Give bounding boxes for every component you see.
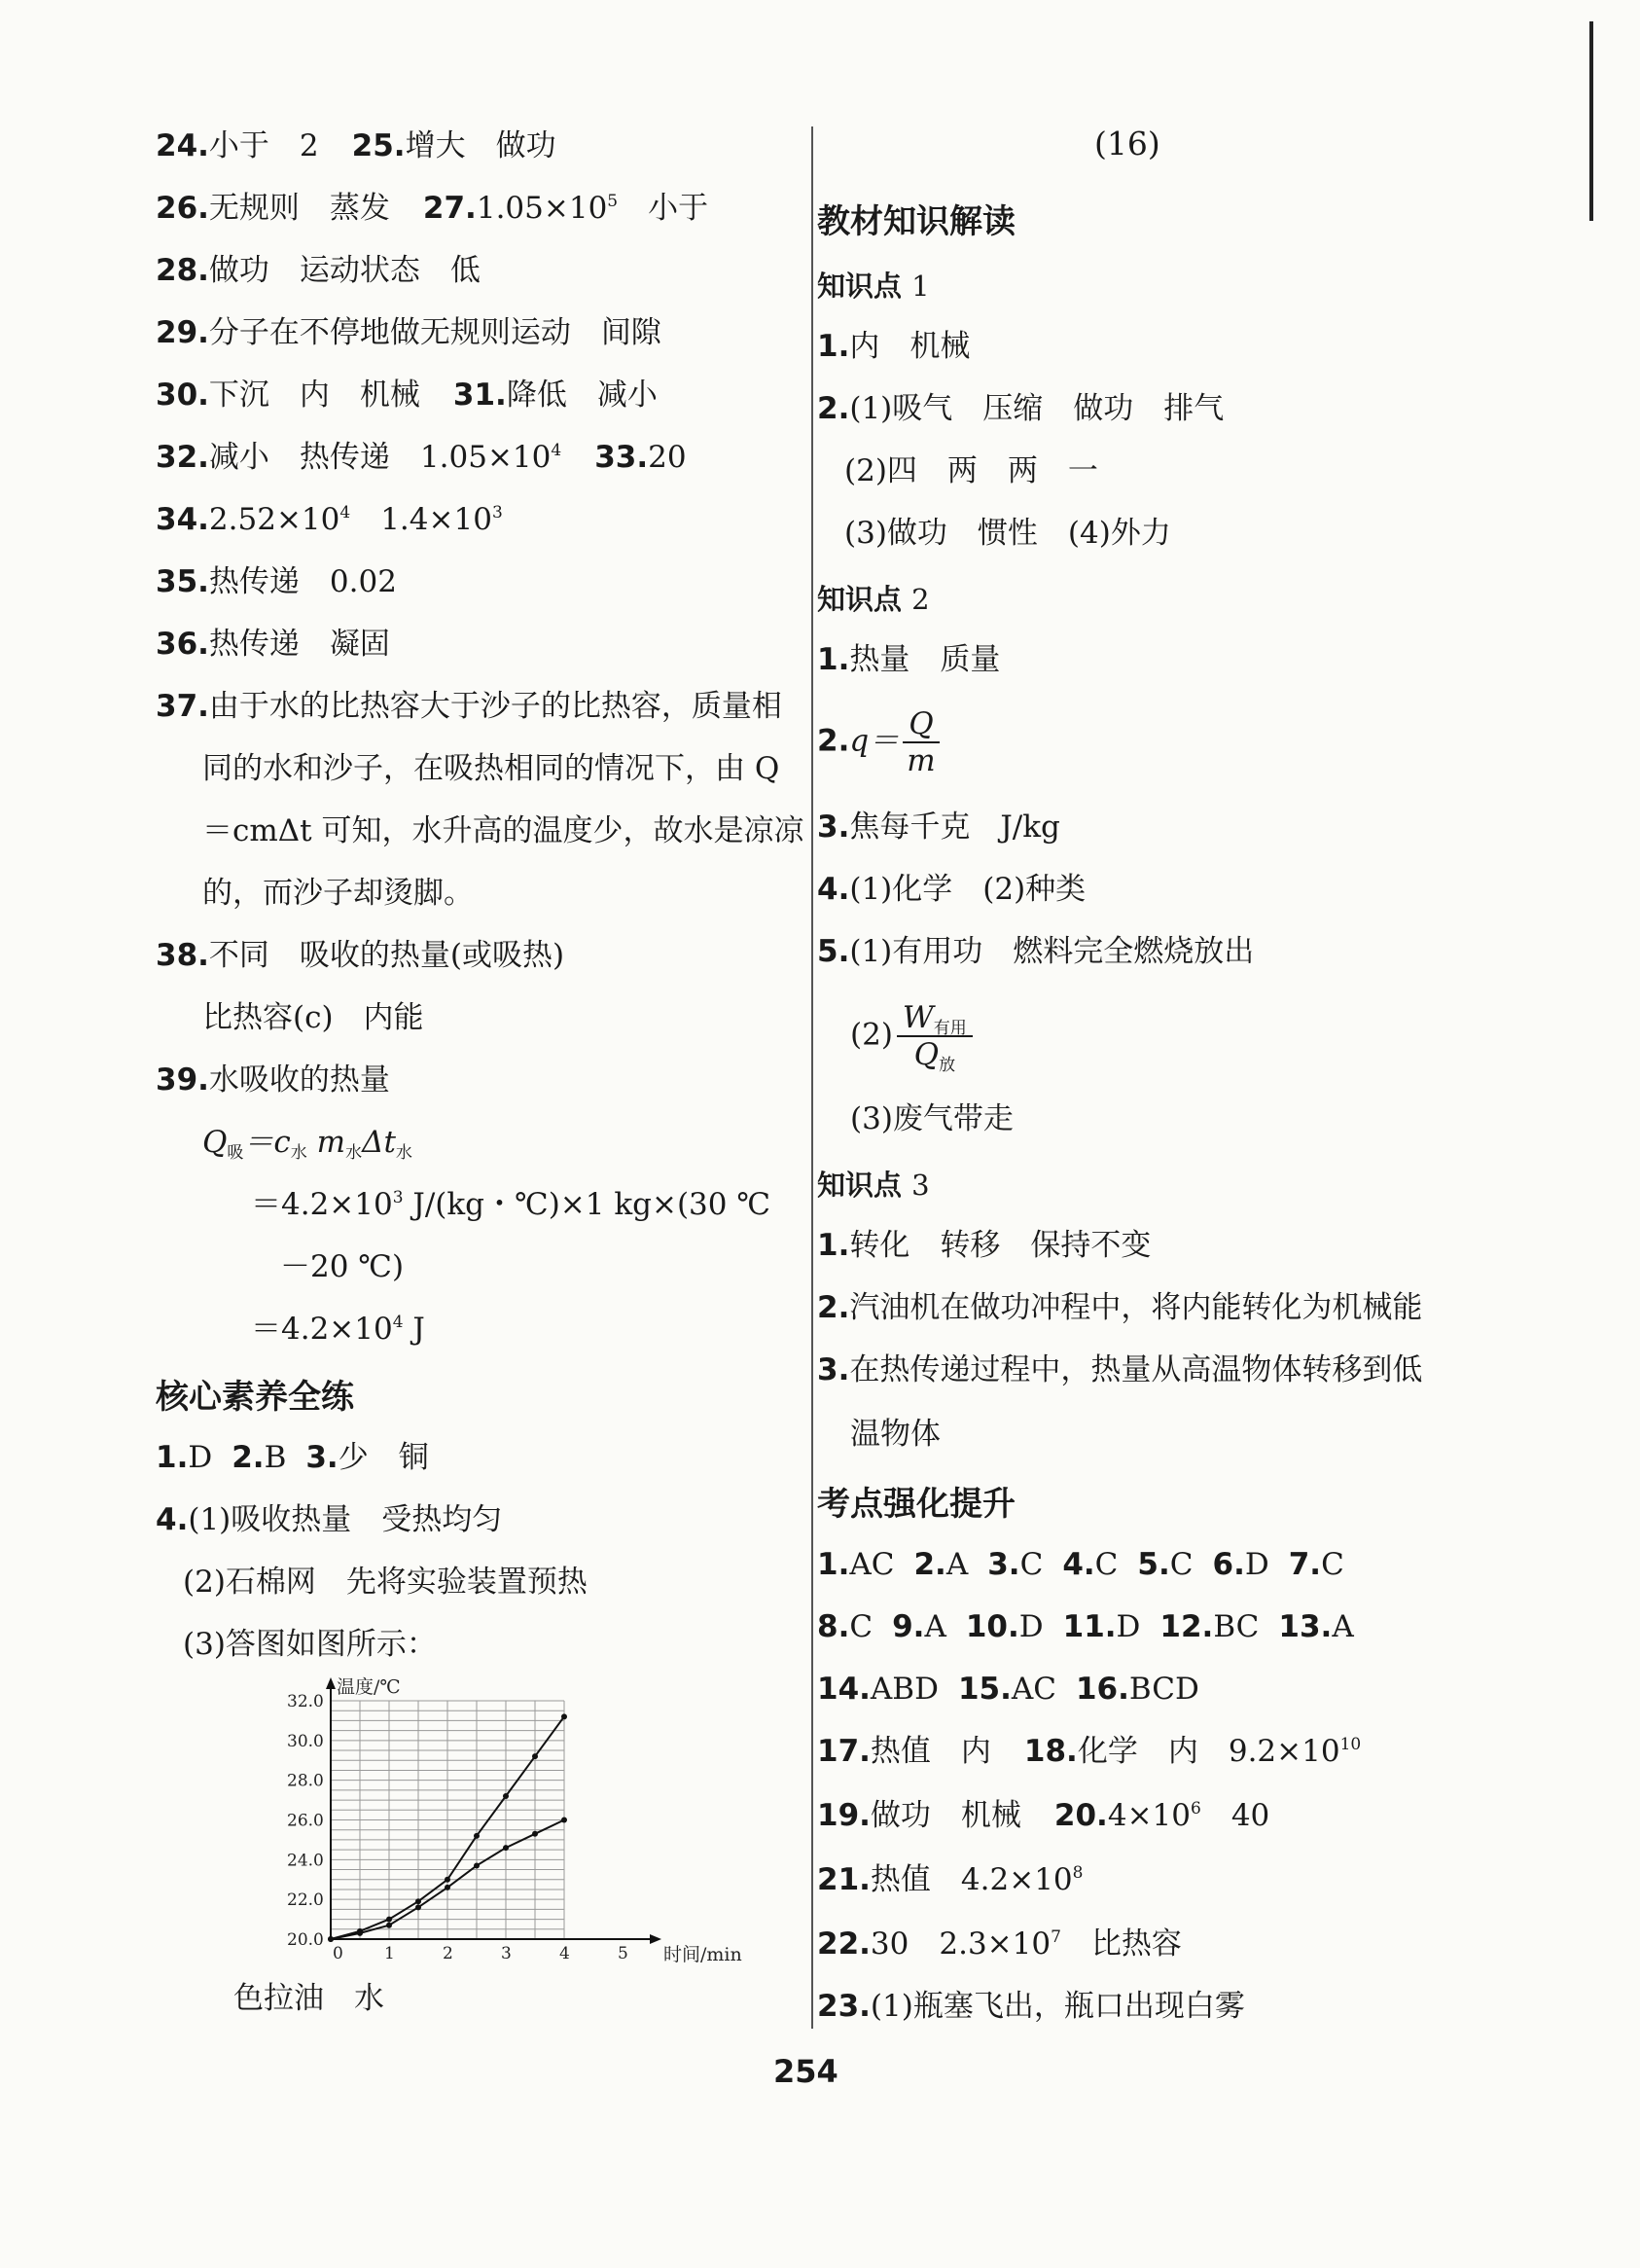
answer-line: 38.不同 吸收的热量(或吸热) <box>156 938 565 973</box>
answer-line: 8.C 9.A 10.D 11.D 12.BC 13.A <box>817 1609 1354 1644</box>
series-point <box>561 1713 567 1719</box>
y-tick-label: 30.0 <box>287 1731 324 1751</box>
series-point <box>357 1930 363 1936</box>
x-axis-arrow <box>650 1934 661 1944</box>
x-tick-label: 1 <box>384 1944 395 1963</box>
answer-line: 比热容(c) 内能 <box>202 1000 424 1035</box>
formula-line: －20 ℃) <box>280 1249 405 1284</box>
series-point <box>328 1936 334 1942</box>
answer-line: 同的水和沙子，在吸热相同的情况下，由 Q <box>202 751 780 786</box>
answer-line: ＝cmΔt 可知，水升高的温度少，故水是凉凉 <box>202 813 804 848</box>
knowledge-point-3: 知识点 3 <box>817 1169 930 1202</box>
answer-line: 1.AC 2.A 3.C 4.C 5.C 6.D 7.C <box>817 1547 1344 1582</box>
answer-line: 22.30 $2.3\times 10^7$ 比热容 <box>817 1926 1182 1962</box>
x-tick-label: 2 <box>443 1944 453 1963</box>
answer-line: 29.分子在不停地做无规则运动 间隙 <box>156 315 661 350</box>
series-point <box>415 1898 421 1904</box>
formula-line: $=4.2\times 10^4$ J <box>251 1312 425 1347</box>
answer-line: 1.内 机械 <box>817 329 971 364</box>
answer-line: 30.下沉 内 机械 31.降低 减小 <box>156 378 658 413</box>
answer-line: (3)答图如图所示： <box>183 1627 437 1662</box>
page-number: 254 <box>773 2053 838 2090</box>
answer-line: 2.汽油机在做功冲程中，将内能转化为机械能 <box>817 1290 1423 1325</box>
section-title-exam: 考点强化提升 <box>817 1485 1016 1524</box>
series-point <box>415 1904 421 1910</box>
answer-line: 14.ABD 15.AC 16.BCD <box>817 1672 1199 1707</box>
answer-line: 3.焦每千克 J/kg <box>817 810 1060 845</box>
y-tick-label: 24.0 <box>287 1851 324 1871</box>
formula-line: (2) $\frac{W_{有用}}{Q_放}$ <box>850 1000 973 1072</box>
answer-line: 24.小于 2 25.增大 做功 <box>156 128 556 163</box>
series-point <box>445 1885 450 1890</box>
section-title-textbook: 教材知识解读 <box>817 202 1016 241</box>
y-tick-label: 20.0 <box>287 1930 324 1950</box>
answer-line: 26.无规则 蒸发 $27.1.05\times 10^5$ 小于 <box>156 191 709 226</box>
y-tick-label: 26.0 <box>287 1811 324 1831</box>
chart-tick-labels <box>287 1692 628 1963</box>
answer-line: 32.减小 热传递 $1.05\times 10^4$ 33.20 <box>156 440 687 475</box>
answer-line: 37.由于水的比热容大于沙子的比热容，质量相 <box>156 689 782 724</box>
series-point <box>474 1862 480 1868</box>
fraction-efficiency: $\frac{W_{有用}}{Q_放}$ <box>897 1000 973 1072</box>
answer-line: (2)四 两 两 一 <box>844 453 1098 488</box>
answer-line: 4.(1)吸收热量 受热均匀 <box>156 1502 503 1537</box>
answer-line: 35.热传递 0.02 <box>156 564 397 599</box>
series-point <box>474 1833 480 1839</box>
temperature-chart <box>272 1676 742 1973</box>
answer-line: 温物体 <box>850 1417 941 1452</box>
chart-caption: 色拉油 水 <box>233 1981 384 2016</box>
knowledge-point-1: 知识点 1 <box>817 270 930 303</box>
answer-line: 1.转化 转移 保持不变 <box>817 1228 1152 1263</box>
chart-grid <box>331 1701 564 1939</box>
answer-line: 1.热量 质量 <box>817 642 1001 677</box>
y-tick-label: 22.0 <box>287 1890 324 1911</box>
series-point <box>445 1877 450 1883</box>
series-point <box>503 1845 509 1851</box>
series-point <box>532 1831 538 1837</box>
answer-line: 的，而沙子却烫脚。 <box>202 876 474 911</box>
chart-y-label: 温度/℃ <box>337 1676 401 1698</box>
answer-line: 39.水吸收的热量 <box>156 1062 390 1098</box>
series-point <box>561 1818 567 1823</box>
formula-line: $Q_吸=c_水$ $m_水\Delta t_水$ <box>202 1125 412 1163</box>
x-tick-label: 4 <box>559 1944 570 1963</box>
answer-line: $34.2.52\times 10^4$ $1.4\times 10^3$ <box>156 502 503 537</box>
answer-line: 21.热值 $4.2\times 10^8$ <box>817 1862 1084 1897</box>
answer-line: 2.(1)吸气 压缩 做功 排气 <box>817 391 1225 426</box>
chart-axes <box>326 1677 661 1944</box>
answer-line: 4.(1)化学 (2)种类 <box>817 872 1087 907</box>
answer-line: (3)废气带走 <box>850 1101 1014 1136</box>
series-point <box>386 1917 392 1923</box>
answer-line: 1.D 2.B 3.少 铜 <box>156 1440 429 1475</box>
y-tick-label: 28.0 <box>287 1771 324 1791</box>
answer-line: 3.在热传递过程中，热量从高温物体转移到低 <box>817 1352 1423 1387</box>
formula-line: 2.q＝ $\frac{Q}{m}$ <box>817 706 940 778</box>
formula-line: $=4.2\times 10^3$ J/(kg・℃)×1 kg×(30 ℃ <box>251 1187 771 1222</box>
y-tick-label: 32.0 <box>287 1692 324 1711</box>
series-point <box>503 1793 509 1799</box>
x-tick-label: 3 <box>501 1944 512 1963</box>
answer-line: 17.热值 内 18.化学 内 $9.2\times 10^{10}$ <box>817 1734 1362 1769</box>
y-axis-arrow <box>326 1677 336 1689</box>
answer-line: 28.做功 运动状态 低 <box>156 253 481 288</box>
answer-line: 5.(1)有用功 燃料完全燃烧放出 <box>817 934 1255 969</box>
column-divider <box>811 126 813 2029</box>
answer-line: (2)石棉网 先将实验装置预热 <box>183 1565 588 1600</box>
section-title-core: 核心素养全练 <box>156 1378 354 1417</box>
series-point <box>386 1923 392 1928</box>
answer-line: 23.(1)瓶塞飞出，瓶口出现白雾 <box>817 1989 1245 2024</box>
chart-x-label: 时间/min <box>663 1944 742 1965</box>
x-tick-label: 5 <box>618 1944 628 1963</box>
page-edge-mark <box>1589 21 1593 221</box>
knowledge-point-2: 知识点 2 <box>817 583 930 616</box>
answer-line: 19.做功 机械 $20.4\times 10^6$ 40 <box>817 1798 1270 1833</box>
section-number: (16) <box>1094 125 1160 162</box>
series-point <box>532 1753 538 1759</box>
answer-line: (3)做功 惯性 (4)外力 <box>844 516 1171 551</box>
x-tick-label: 0 <box>333 1944 343 1963</box>
fraction-q-over-m: $\frac{Q}{m}$ <box>903 706 939 778</box>
answer-line: 36.热传递 凝固 <box>156 627 390 662</box>
